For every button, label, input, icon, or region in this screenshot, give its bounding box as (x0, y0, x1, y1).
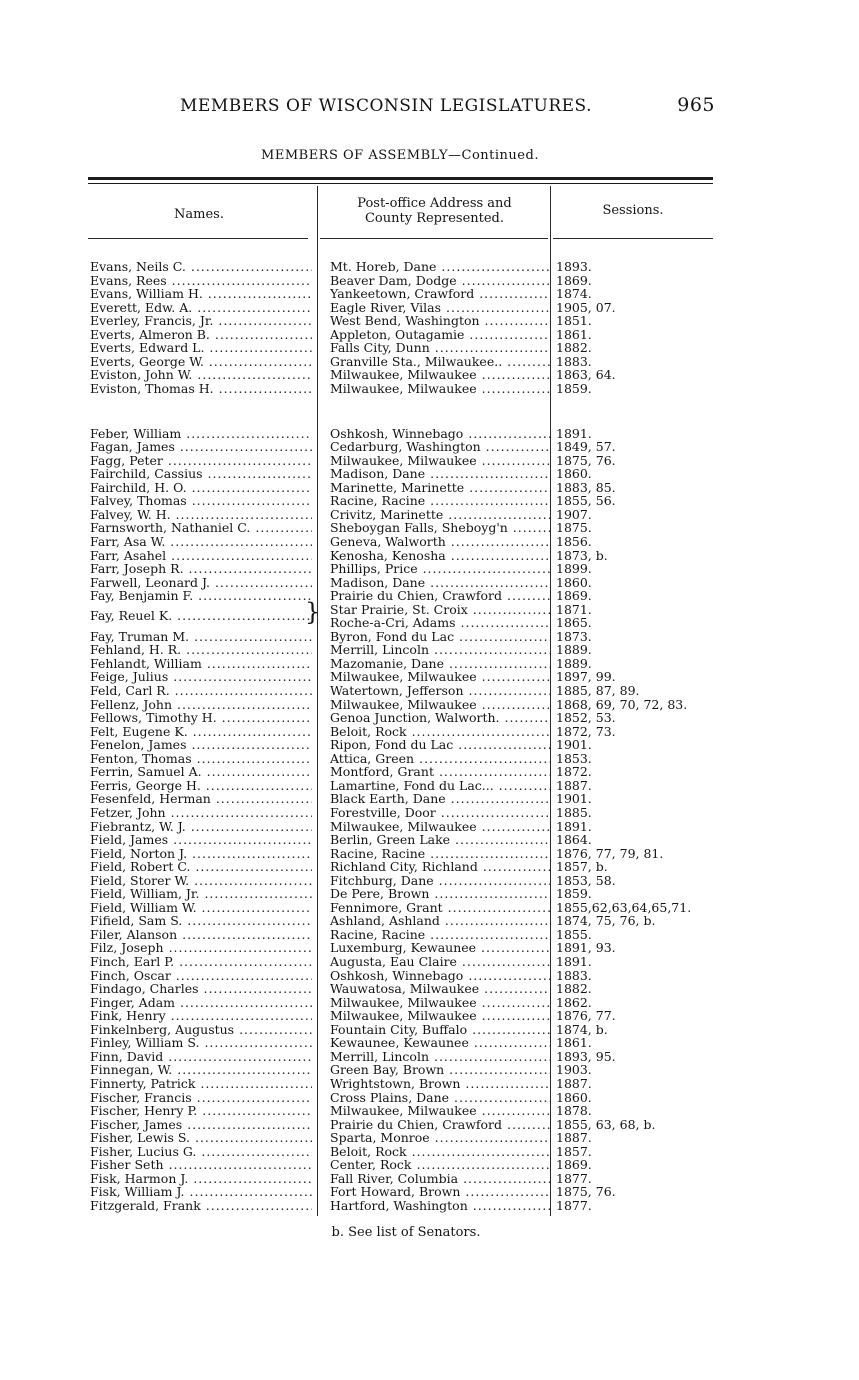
top-rule-thin (88, 183, 713, 184)
member-name: Finkelnberg, Augustus ..... (90, 1023, 312, 1037)
member-sessions: 1887. (556, 1076, 592, 1091)
member-name: Fay, Truman M. ..... (90, 630, 312, 644)
member-sessions: 1907. (556, 507, 592, 522)
member-address: Fountain City, Buffalo ..... (330, 1023, 550, 1037)
member-name: Fay, Reuel K. ..... (90, 609, 312, 623)
member-name: Everett, Edw. A. ..... (90, 301, 312, 315)
member-sessions: 1859. (556, 381, 592, 396)
member-address: Watertown, Jefferson ..... (330, 684, 550, 698)
member-address: Milwaukee, Milwaukee ..... (330, 454, 550, 468)
member-name: Finnegan, W. ..... (90, 1063, 312, 1077)
member-name: Feld, Carl R. ..... (90, 684, 312, 698)
member-sessions: 1891. (556, 955, 592, 969)
member-name: Felt, Eugene K. ..... (90, 725, 312, 739)
member-sessions: 1860. (556, 575, 592, 590)
member-name: Eviston, John W. ..... (90, 368, 312, 382)
member-address: Granville Sta., Milwaukee.. ..... (330, 355, 550, 369)
header-rule-sessions (553, 238, 713, 239)
member-address: Racine, Racine ..... (330, 494, 550, 508)
member-sessions: 1873. (556, 629, 592, 644)
member-name: Feber, William ..... (90, 427, 312, 441)
member-name: Field, James ..... (90, 833, 312, 847)
member-address: Crivitz, Marinette ..... (330, 508, 550, 522)
member-sessions: 1855, 56. (556, 494, 616, 509)
section-title: MEMBERS OF ASSEMBLY—Continued. (261, 148, 539, 163)
member-address: Milwaukee, Milwaukee ..... (330, 670, 550, 684)
member-name: Fisher, Lewis S. ..... (90, 1131, 312, 1145)
member-address: Byron, Fond du Lac ..... (330, 630, 550, 644)
member-address: Attica, Green ..... (330, 752, 550, 766)
member-address: Prairie du Chien, Crawford ..... (330, 1118, 550, 1132)
member-address: Beloit, Rock ..... (330, 725, 550, 739)
member-address: Augusta, Eau Claire ..... (330, 955, 550, 969)
member-name: Fiebrantz, W. J. ..... (90, 820, 312, 834)
fay-reuel-brace: } (305, 598, 321, 626)
member-name: Farr, Asa W. ..... (90, 535, 312, 549)
member-sessions: 1887. (556, 1131, 592, 1146)
member-address: Lamartine, Fond du Lac... ..... (330, 779, 550, 793)
member-name: Fay, Benjamin F. ..... (90, 589, 312, 603)
member-address: Mt. Horeb, Dane ..... (330, 260, 550, 274)
member-name: Fehland, H. R. ..... (90, 643, 312, 657)
member-name: Finn, David ..... (90, 1050, 312, 1064)
member-sessions: 1889. (556, 643, 592, 658)
running-title: MEMBERS OF WISCONSIN LEGISLATURES. (180, 96, 593, 116)
member-address: Montford, Grant ..... (330, 765, 550, 779)
member-name: Ferrin, Samuel A. ..... (90, 765, 312, 779)
member-name: Everts, Almeron B. ..... (90, 328, 312, 342)
column-header-address (322, 196, 547, 226)
member-name: Fellenz, John ..... (90, 698, 312, 712)
member-name: Fifield, Sam S. ..... (90, 914, 312, 928)
member-address: Luxemburg, Kewaunee ..... (330, 941, 550, 955)
member-address: Cedarburg, Washington ..... (330, 440, 550, 454)
column-divider-left (317, 186, 318, 1216)
member-name: Evans, Neils C. ..... (90, 260, 312, 274)
member-address: Beaver Dam, Dodge ..... (330, 274, 550, 288)
member-name: Evans, Rees ..... (90, 274, 312, 288)
member-name: Finnerty, Patrick ..... (90, 1077, 312, 1091)
member-name: Fisher Seth ..... (90, 1158, 312, 1172)
member-address: Falls City, Dunn ..... (330, 341, 550, 355)
member-sessions: 1882. (556, 982, 592, 997)
member-name: Everts, George W. ..... (90, 355, 312, 369)
member-name: Filer, Alanson ..... (90, 928, 312, 942)
member-sessions: 1899. (556, 562, 592, 576)
member-name: Fairchild, Cassius ..... (90, 467, 312, 481)
member-sessions: 1869. (556, 589, 592, 604)
member-address: Forestville, Door ..... (330, 806, 550, 820)
member-address: Eagle River, Vilas ..... (330, 301, 550, 315)
column-header-names: Names. (174, 207, 224, 222)
member-address: Mazomanie, Dane ..... (330, 657, 550, 671)
member-name: Everts, Edward L. ..... (90, 341, 312, 355)
member-name: Fischer, James ..... (90, 1118, 312, 1132)
header-rule-address (320, 238, 548, 239)
member-sessions: 1891. (556, 426, 592, 441)
member-sessions: 1893, 95. (556, 1049, 616, 1064)
header-rule-names (88, 238, 308, 239)
member-address: Beloit, Rock ..... (330, 1145, 550, 1159)
member-name: Ferris, George H. ..... (90, 779, 312, 793)
member-name: Evans, William H. ..... (90, 287, 312, 301)
member-name: Finger, Adam ..... (90, 996, 312, 1010)
member-name: Fairchild, H. O. ..... (90, 481, 312, 495)
member-address: Wauwatosa, Milwaukee ..... (330, 982, 550, 996)
member-name: Feige, Julius ..... (90, 670, 312, 684)
member-name: Findago, Charles ..... (90, 982, 312, 996)
member-address: Milwaukee, Milwaukee ..... (330, 368, 550, 382)
member-sessions: 1857, b. (556, 860, 608, 875)
member-address: Milwaukee, Milwaukee ..... (330, 996, 550, 1010)
member-name: Farnsworth, Nathaniel C. ..... (90, 521, 312, 535)
member-name: Fagan, James ..... (90, 440, 312, 454)
member-sessions: 1869. (556, 1158, 592, 1173)
member-name: Farwell, Leonard J. ..... (90, 576, 312, 590)
member-sessions: 1876, 77. (556, 1009, 616, 1024)
page-number: 965 (677, 94, 715, 116)
member-address: Merrill, Lincoln ..... (330, 643, 550, 657)
member-sessions: 1903. (556, 1063, 592, 1078)
member-sessions: 1862. (556, 995, 592, 1010)
member-address: Hartford, Washington ..... (330, 1199, 550, 1213)
member-name: Field, Robert C. ..... (90, 860, 312, 874)
member-address: Sheboygan Falls, Sheboyg'n ..... (330, 521, 550, 535)
member-address: Center, Rock ..... (330, 1158, 550, 1172)
member-sessions: 1874, b. (556, 1022, 608, 1037)
member-name: Fagg, Peter ..... (90, 454, 312, 468)
member-sessions: 1885, 87, 89. (556, 684, 640, 698)
member-sessions: 1889. (556, 656, 592, 671)
member-sessions: 1852, 53. (556, 711, 616, 725)
member-address: Prairie du Chien, Crawford ..... (330, 589, 550, 603)
member-address: Madison, Dane ..... (330, 576, 550, 590)
member-sessions: 1878. (556, 1104, 592, 1118)
member-name: Falvey, Thomas ..... (90, 494, 312, 508)
member-sessions: 1893. (556, 260, 592, 274)
member-sessions: 1859. (556, 887, 592, 902)
member-name: Falvey, W. H. ..... (90, 508, 312, 522)
member-sessions: 1885. (556, 805, 592, 820)
member-address: Milwaukee, Milwaukee ..... (330, 1104, 550, 1118)
member-sessions: 1877. (556, 1198, 592, 1213)
member-sessions: 1875, 76. (556, 453, 616, 468)
member-address: Ripon, Fond du Lac ..... (330, 738, 550, 752)
member-name: Fenelon, James ..... (90, 738, 312, 752)
member-sessions: 1887. (556, 778, 592, 793)
member-address: Milwaukee, Milwaukee ..... (330, 820, 550, 834)
member-sessions: 1871. (556, 602, 592, 617)
member-name: Eviston, Thomas H. ..... (90, 382, 312, 396)
member-address: Fall River, Columbia ..... (330, 1172, 550, 1186)
member-sessions: 1875. (556, 521, 592, 536)
member-sessions: 1857. (556, 1144, 592, 1159)
member-name: Fellows, Timothy H. ..... (90, 711, 312, 725)
member-sessions: 1874. (556, 287, 592, 302)
member-name: Finch, Earl P. ..... (90, 955, 312, 969)
member-address: Berlin, Green Lake ..... (330, 833, 550, 847)
member-address: Racine, Racine ..... (330, 847, 550, 861)
member-sessions: 1863, 64. (556, 368, 616, 383)
member-sessions: 1872. (556, 765, 592, 780)
member-address: Cross Plains, Dane ..... (330, 1091, 550, 1105)
member-name: Field, Storer W. ..... (90, 874, 312, 888)
column-header-sessions: Sessions. (602, 203, 664, 218)
member-name: Everley, Francis, Jr. ..... (90, 314, 312, 328)
member-address: Ashland, Ashland ..... (330, 914, 550, 928)
member-address: Geneva, Walworth ..... (330, 535, 550, 549)
member-sessions: 1882. (556, 341, 592, 356)
member-name: Fisher, Lucius G. ..... (90, 1145, 312, 1159)
member-name: Farr, Joseph R. ..... (90, 562, 312, 576)
member-sessions: 1855. (556, 927, 592, 942)
member-address: Marinette, Marinette ..... (330, 481, 550, 495)
member-address: Kenosha, Kenosha ..... (330, 549, 550, 563)
member-address: Wrightstown, Brown ..... (330, 1077, 550, 1091)
member-sessions: 1905, 07. (556, 300, 616, 315)
member-address: Fennimore, Grant ..... (330, 901, 550, 915)
member-address: Phillips, Price ..... (330, 562, 550, 576)
footnote: b. See list of Senators. (331, 1225, 481, 1240)
member-sessions: 1865. (556, 616, 592, 631)
member-name: Filz, Joseph ..... (90, 941, 312, 955)
member-name: Fitzgerald, Frank ..... (90, 1199, 312, 1213)
member-sessions: 1868, 69, 70, 72, 83. (556, 697, 688, 712)
member-name: Field, William, Jr. ..... (90, 887, 312, 901)
member-address: Oshkosh, Winnebago ..... (330, 969, 550, 983)
member-sessions: 1873, b. (556, 548, 608, 563)
member-sessions: 1849, 57. (556, 440, 616, 455)
member-name: Fischer, Henry P. ..... (90, 1104, 312, 1118)
column-header-address-line1: Post-office Address and (357, 196, 512, 211)
member-name: Field, William W. ..... (90, 901, 312, 915)
member-name: Fenton, Thomas ..... (90, 752, 312, 766)
member-sessions: 1853, 58. (556, 873, 616, 888)
member-address: Fitchburg, Dane ..... (330, 874, 550, 888)
member-address: Star Prairie, St. Croix ..... (330, 603, 550, 617)
member-address: Kewaunee, Kewaunee ..... (330, 1036, 550, 1050)
member-sessions: 1860. (556, 1090, 592, 1105)
top-rule-thick (88, 177, 713, 180)
member-sessions: 1861. (556, 327, 592, 342)
member-sessions: 1861. (556, 1036, 592, 1051)
column-header-address-line2: County Represented. (364, 211, 505, 226)
member-sessions: 1856. (556, 534, 592, 549)
member-sessions: 1864. (556, 833, 592, 847)
member-sessions: 1860. (556, 467, 592, 482)
member-sessions: 1891, 93. (556, 941, 616, 956)
member-address: Genoa Junction, Walworth. ..... (330, 711, 550, 725)
member-sessions: 1877. (556, 1171, 592, 1186)
member-address: Merrill, Lincoln ..... (330, 1050, 550, 1064)
member-address: Milwaukee, Milwaukee ..... (330, 382, 550, 396)
member-name: Finley, William S. ..... (90, 1036, 312, 1050)
member-sessions: 1883, 85. (556, 480, 616, 495)
member-address: Richland City, Richland ..... (330, 860, 550, 874)
member-sessions: 1869. (556, 273, 592, 288)
member-sessions: 1872, 73. (556, 724, 616, 739)
member-address: Green Bay, Brown ..... (330, 1063, 550, 1077)
member-sessions: 1851. (556, 314, 592, 329)
member-address: Yankeetown, Crawford ..... (330, 287, 550, 301)
member-address: Fort Howard, Brown ..... (330, 1185, 550, 1199)
member-sessions: 1855,62,63,64,65,71. (556, 900, 692, 915)
member-name: Fesenfeld, Herman ..... (90, 792, 312, 806)
member-name: Fink, Henry ..... (90, 1009, 312, 1023)
member-name: Farr, Asahel ..... (90, 549, 312, 563)
member-name: Fehlandt, William ..... (90, 657, 312, 671)
member-sessions: 1901. (556, 738, 592, 753)
member-address: Milwaukee, Milwaukee ..... (330, 698, 550, 712)
member-name: Fetzer, John ..... (90, 806, 312, 820)
member-address: Oshkosh, Winnebago ..... (330, 427, 550, 441)
member-sessions: 1891. (556, 819, 592, 834)
member-address: Appleton, Outagamie ..... (330, 328, 550, 342)
member-address: Roche-a-Cri, Adams ..... (330, 616, 550, 630)
member-sessions: 1883. (556, 354, 592, 369)
member-sessions: 1883. (556, 968, 592, 983)
member-address: Racine, Racine ..... (330, 928, 550, 942)
member-sessions: 1876, 77, 79, 81. (556, 846, 664, 861)
member-address: West Bend, Washington ..... (330, 314, 550, 328)
member-address: Black Earth, Dane ..... (330, 792, 550, 806)
member-sessions: 1875, 76. (556, 1185, 616, 1200)
member-name: Fisk, William J. ..... (90, 1185, 312, 1199)
member-sessions: 1874, 75, 76, b. (556, 914, 656, 929)
member-address: De Pere, Brown ..... (330, 887, 550, 901)
member-sessions: 1897, 99. (556, 670, 616, 685)
member-sessions: 1901. (556, 792, 592, 807)
member-name: Fisk, Harmon J. ..... (90, 1172, 312, 1186)
member-name: Field, Norton J. ..... (90, 847, 312, 861)
member-name: Finch, Oscar ..... (90, 969, 312, 983)
member-address: Milwaukee, Milwaukee ..... (330, 1009, 550, 1023)
member-name: Fischer, Francis ..... (90, 1091, 312, 1105)
member-sessions: 1855, 63, 68, b. (556, 1117, 656, 1132)
member-sessions: 1853. (556, 751, 592, 766)
column-divider-right (550, 186, 551, 1216)
member-address: Madison, Dane ..... (330, 467, 550, 481)
member-address: Sparta, Monroe ..... (330, 1131, 550, 1145)
